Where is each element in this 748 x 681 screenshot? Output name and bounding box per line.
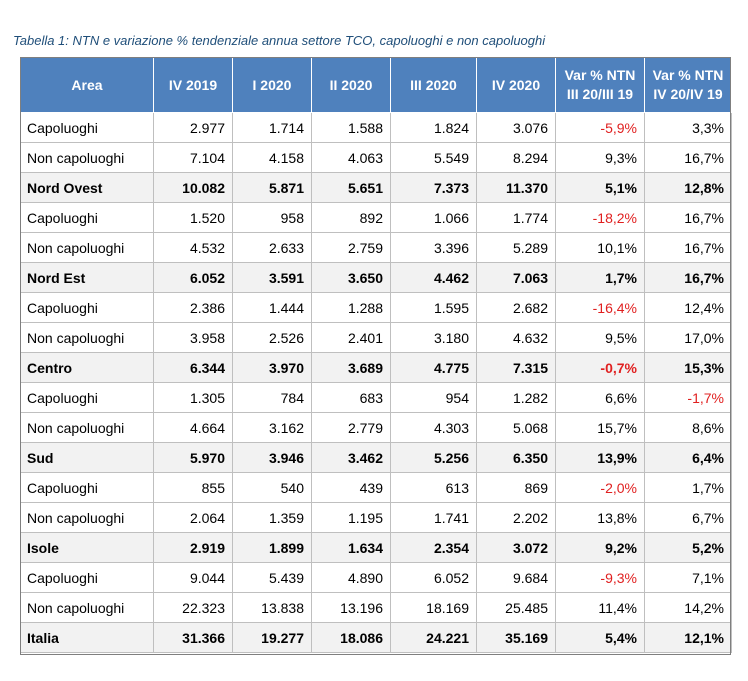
cell-iii-2020: 5.256 bbox=[391, 443, 477, 473]
cell-ii-2020: 18.086 bbox=[312, 623, 391, 653]
cell-iv-2020: 1.774 bbox=[477, 203, 556, 233]
cell-var-iii: 6,6% bbox=[556, 383, 645, 413]
cell-iii-2020: 1.824 bbox=[391, 113, 477, 143]
cell-iv-2019: 4.532 bbox=[154, 233, 233, 263]
cell-iii-2020: 1.066 bbox=[391, 203, 477, 233]
cell-iv-2020: 2.202 bbox=[477, 503, 556, 533]
cell-var-iv: 5,2% bbox=[645, 533, 732, 563]
cell-area: Capoluoghi bbox=[21, 383, 154, 413]
cell-area: Non capoluoghi bbox=[21, 503, 154, 533]
cell-var-iii: 13,9% bbox=[556, 443, 645, 473]
cell-var-iv: 16,7% bbox=[645, 263, 732, 293]
header-var-iv-line2: IV 20/IV 19 bbox=[653, 86, 723, 102]
cell-ii-2020: 5.651 bbox=[312, 173, 391, 203]
cell-var-iv: 1,7% bbox=[645, 473, 732, 503]
cell-iii-2020: 613 bbox=[391, 473, 477, 503]
cell-iv-2019: 31.366 bbox=[154, 623, 233, 653]
cell-var-iii: 10,1% bbox=[556, 233, 645, 263]
cell-ii-2020: 892 bbox=[312, 203, 391, 233]
cell-area: Non capoluoghi bbox=[21, 323, 154, 353]
cell-var-iv: 17,0% bbox=[645, 323, 732, 353]
cell-iv-2019: 7.104 bbox=[154, 143, 233, 173]
table-row bbox=[21, 503, 732, 533]
cell-i-2020: 19.277 bbox=[233, 623, 312, 653]
cell-i-2020: 784 bbox=[233, 383, 312, 413]
cell-ii-2020: 2.759 bbox=[312, 233, 391, 263]
cell-var-iv: 6,4% bbox=[645, 443, 732, 473]
cell-var-iv: 15,3% bbox=[645, 353, 732, 383]
cell-ii-2020: 3.689 bbox=[312, 353, 391, 383]
header-var-iii bbox=[556, 58, 645, 113]
cell-var-iii: -0,7% bbox=[556, 353, 645, 383]
cell-var-iv: 16,7% bbox=[645, 203, 732, 233]
cell-var-iii: -16,4% bbox=[556, 293, 645, 323]
cell-ii-2020: 1.588 bbox=[312, 113, 391, 143]
cell-iii-2020: 7.373 bbox=[391, 173, 477, 203]
cell-area: Nord Est bbox=[21, 263, 154, 293]
cell-i-2020: 2.526 bbox=[233, 323, 312, 353]
cell-i-2020: 3.591 bbox=[233, 263, 312, 293]
cell-i-2020: 3.946 bbox=[233, 443, 312, 473]
ntn-table bbox=[20, 57, 732, 653]
cell-area: Non capoluoghi bbox=[21, 593, 154, 623]
table-row bbox=[21, 113, 732, 143]
cell-iv-2020: 5.068 bbox=[477, 413, 556, 443]
table-row bbox=[21, 323, 732, 353]
cell-iv-2019: 6.052 bbox=[154, 263, 233, 293]
cell-iv-2020: 869 bbox=[477, 473, 556, 503]
header-var-iv bbox=[645, 58, 732, 113]
cell-iii-2020: 18.169 bbox=[391, 593, 477, 623]
header-iv-2019: IV 2019 bbox=[154, 58, 233, 113]
cell-var-iii: 1,7% bbox=[556, 263, 645, 293]
cell-iv-2019: 2.919 bbox=[154, 533, 233, 563]
header-var-iii-line2: III 20/III 19 bbox=[566, 86, 634, 102]
cell-area: Centro bbox=[21, 353, 154, 383]
cell-iii-2020: 3.180 bbox=[391, 323, 477, 353]
cell-area: Sud bbox=[21, 443, 154, 473]
table-row bbox=[21, 143, 732, 173]
cell-var-iv: 7,1% bbox=[645, 563, 732, 593]
cell-iv-2019: 9.044 bbox=[154, 563, 233, 593]
cell-iii-2020: 954 bbox=[391, 383, 477, 413]
cell-area: Non capoluoghi bbox=[21, 233, 154, 263]
cell-var-iii: 9,5% bbox=[556, 323, 645, 353]
cell-iv-2019: 1.520 bbox=[154, 203, 233, 233]
cell-area: Capoluoghi bbox=[21, 113, 154, 143]
cell-iv-2020: 8.294 bbox=[477, 143, 556, 173]
table-row bbox=[21, 593, 732, 623]
cell-i-2020: 5.871 bbox=[233, 173, 312, 203]
cell-iii-2020: 5.549 bbox=[391, 143, 477, 173]
header-iii-2020: III 2020 bbox=[391, 58, 477, 113]
cell-i-2020: 3.970 bbox=[233, 353, 312, 383]
cell-var-iii: 15,7% bbox=[556, 413, 645, 443]
cell-var-iii: 5,1% bbox=[556, 173, 645, 203]
cell-iv-2019: 2.386 bbox=[154, 293, 233, 323]
table-row-total bbox=[21, 353, 732, 383]
header-ii-2020: II 2020 bbox=[312, 58, 391, 113]
cell-ii-2020: 13.196 bbox=[312, 593, 391, 623]
cell-i-2020: 3.162 bbox=[233, 413, 312, 443]
cell-var-iv: 12,4% bbox=[645, 293, 732, 323]
cell-ii-2020: 1.288 bbox=[312, 293, 391, 323]
cell-ii-2020: 1.634 bbox=[312, 533, 391, 563]
cell-i-2020: 1.359 bbox=[233, 503, 312, 533]
cell-var-iii: -5,9% bbox=[556, 113, 645, 143]
header-var-iv-line1: Var % NTN bbox=[652, 67, 724, 83]
cell-var-iii: 13,8% bbox=[556, 503, 645, 533]
cell-iv-2019: 22.323 bbox=[154, 593, 233, 623]
cell-var-iii: -9,3% bbox=[556, 563, 645, 593]
cell-iv-2019: 855 bbox=[154, 473, 233, 503]
cell-area: Capoluoghi bbox=[21, 203, 154, 233]
cell-ii-2020: 1.195 bbox=[312, 503, 391, 533]
cell-iv-2019: 5.970 bbox=[154, 443, 233, 473]
cell-iv-2020: 4.632 bbox=[477, 323, 556, 353]
cell-ii-2020: 3.650 bbox=[312, 263, 391, 293]
cell-i-2020: 13.838 bbox=[233, 593, 312, 623]
cell-var-iv: 3,3% bbox=[645, 113, 732, 143]
cell-ii-2020: 2.779 bbox=[312, 413, 391, 443]
cell-var-iv: 16,7% bbox=[645, 143, 732, 173]
table-row-total bbox=[21, 263, 732, 293]
cell-iii-2020: 24.221 bbox=[391, 623, 477, 653]
cell-iv-2020: 1.282 bbox=[477, 383, 556, 413]
cell-iv-2020: 3.076 bbox=[477, 113, 556, 143]
cell-iv-2019: 3.958 bbox=[154, 323, 233, 353]
cell-var-iii: 11,4% bbox=[556, 593, 645, 623]
cell-var-iv: -1,7% bbox=[645, 383, 732, 413]
cell-i-2020: 5.439 bbox=[233, 563, 312, 593]
cell-i-2020: 1.714 bbox=[233, 113, 312, 143]
cell-var-iv: 12,8% bbox=[645, 173, 732, 203]
cell-iii-2020: 4.775 bbox=[391, 353, 477, 383]
cell-var-iv: 8,6% bbox=[645, 413, 732, 443]
cell-i-2020: 540 bbox=[233, 473, 312, 503]
cell-iv-2020: 9.684 bbox=[477, 563, 556, 593]
header-area: Area bbox=[21, 58, 154, 113]
table-row-total bbox=[21, 443, 732, 473]
cell-area: Capoluoghi bbox=[21, 293, 154, 323]
table-row bbox=[21, 233, 732, 263]
table-row bbox=[21, 563, 732, 593]
cell-var-iv: 6,7% bbox=[645, 503, 732, 533]
cell-iii-2020: 3.396 bbox=[391, 233, 477, 263]
table-row-total bbox=[21, 533, 732, 563]
cell-var-iii: -2,0% bbox=[556, 473, 645, 503]
cell-iv-2020: 2.682 bbox=[477, 293, 556, 323]
cell-area: Nord Ovest bbox=[21, 173, 154, 203]
cell-iv-2020: 6.350 bbox=[477, 443, 556, 473]
cell-i-2020: 958 bbox=[233, 203, 312, 233]
cell-iii-2020: 4.462 bbox=[391, 263, 477, 293]
header-iv-2020: IV 2020 bbox=[477, 58, 556, 113]
cell-iv-2020: 11.370 bbox=[477, 173, 556, 203]
table-caption: Tabella 1: NTN e variazione % tendenziale annua settore TCO, capoluoghi e non capoluoghi bbox=[13, 33, 546, 48]
cell-ii-2020: 439 bbox=[312, 473, 391, 503]
cell-area: Isole bbox=[21, 533, 154, 563]
header-var-iii-line1: Var % NTN bbox=[564, 67, 636, 83]
cell-ii-2020: 3.462 bbox=[312, 443, 391, 473]
cell-iii-2020: 1.741 bbox=[391, 503, 477, 533]
cell-iv-2020: 5.289 bbox=[477, 233, 556, 263]
cell-iv-2019: 10.082 bbox=[154, 173, 233, 203]
cell-iv-2020: 7.063 bbox=[477, 263, 556, 293]
header-i-2020: I 2020 bbox=[233, 58, 312, 113]
cell-ii-2020: 4.063 bbox=[312, 143, 391, 173]
table-row bbox=[21, 293, 732, 323]
cell-i-2020: 2.633 bbox=[233, 233, 312, 263]
cell-var-iii: -18,2% bbox=[556, 203, 645, 233]
cell-iii-2020: 4.303 bbox=[391, 413, 477, 443]
cell-area: Capoluoghi bbox=[21, 473, 154, 503]
cell-var-iii: 9,2% bbox=[556, 533, 645, 563]
cell-iv-2019: 2.064 bbox=[154, 503, 233, 533]
cell-i-2020: 1.899 bbox=[233, 533, 312, 563]
table-row bbox=[21, 203, 732, 233]
cell-var-iv: 12,1% bbox=[645, 623, 732, 653]
cell-var-iv: 14,2% bbox=[645, 593, 732, 623]
cell-iv-2019: 4.664 bbox=[154, 413, 233, 443]
cell-area: Non capoluoghi bbox=[21, 413, 154, 443]
cell-ii-2020: 2.401 bbox=[312, 323, 391, 353]
cell-var-iii: 9,3% bbox=[556, 143, 645, 173]
cell-iii-2020: 1.595 bbox=[391, 293, 477, 323]
cell-iv-2020: 3.072 bbox=[477, 533, 556, 563]
cell-iv-2020: 25.485 bbox=[477, 593, 556, 623]
cell-iv-2019: 6.344 bbox=[154, 353, 233, 383]
cell-iv-2020: 35.169 bbox=[477, 623, 556, 653]
cell-var-iii: 5,4% bbox=[556, 623, 645, 653]
table-row bbox=[21, 473, 732, 503]
cell-area: Capoluoghi bbox=[21, 563, 154, 593]
cell-iii-2020: 6.052 bbox=[391, 563, 477, 593]
cell-iv-2020: 7.315 bbox=[477, 353, 556, 383]
table-row-total bbox=[21, 173, 732, 203]
cell-area: Italia bbox=[21, 623, 154, 653]
header-row bbox=[21, 58, 732, 113]
table-row-total bbox=[21, 623, 732, 653]
cell-iv-2019: 1.305 bbox=[154, 383, 233, 413]
cell-ii-2020: 4.890 bbox=[312, 563, 391, 593]
cell-ii-2020: 683 bbox=[312, 383, 391, 413]
cell-i-2020: 1.444 bbox=[233, 293, 312, 323]
cell-area: Non capoluoghi bbox=[21, 143, 154, 173]
cell-iv-2019: 2.977 bbox=[154, 113, 233, 143]
cell-i-2020: 4.158 bbox=[233, 143, 312, 173]
cell-iii-2020: 2.354 bbox=[391, 533, 477, 563]
table-row bbox=[21, 383, 732, 413]
table-row bbox=[21, 413, 732, 443]
cell-var-iv: 16,7% bbox=[645, 233, 732, 263]
